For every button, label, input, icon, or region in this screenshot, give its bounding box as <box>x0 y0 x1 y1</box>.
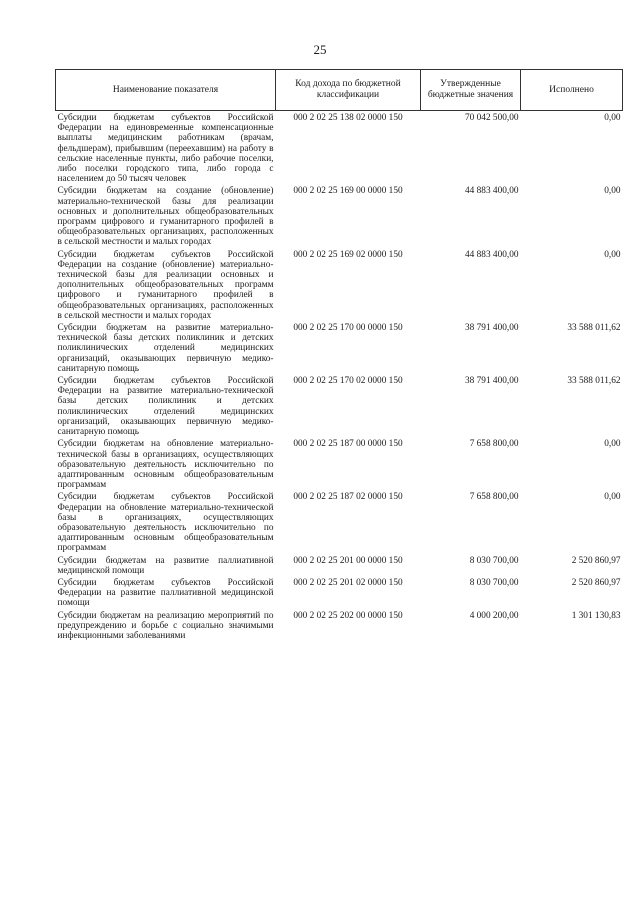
table-row <box>56 576 623 609</box>
row-name: Субсидии бюджетам субъектов Российской Федерации на развитие паллиативной медицинской помощи <box>57 577 274 609</box>
row-code: 000 2 02 25 187 00 0000 150 <box>293 439 403 450</box>
row-name: Субсидии бюджетам субъектов Российской Федерации на единовременные компенсационные выплаты медицинским работникам (врачам, фельдшерам), прибывшим (переехавшим) на работу в сельские населенные пункты, либо рабочие поселки, либо поселки городского типа, либо города с населением до 50 тысяч человек <box>57 113 274 185</box>
row-executed: 33 588 011,62 <box>567 323 621 334</box>
row-executed: 0,00 <box>604 439 621 450</box>
row-approved: 8 030 700,00 <box>469 555 519 566</box>
row-code: 000 2 02 25 169 00 0000 150 <box>293 186 403 197</box>
row-executed: 0,00 <box>604 113 621 123</box>
row-approved: 44 883 400,00 <box>465 249 519 260</box>
row-approved: 8 030 700,00 <box>469 577 519 588</box>
row-executed: 2 520 860,97 <box>571 555 621 566</box>
row-code: 000 2 02 25 201 00 0000 150 <box>293 555 403 566</box>
row-code: 000 2 02 25 202 00 0000 150 <box>293 610 403 621</box>
table-row <box>56 248 623 321</box>
row-name: Субсидии бюджетам субъектов Российской Федерации на обновление материально-технической базы в организациях, осуществляющих образовательную деятельность исключительно по адаптированным основным общеобразовательным программам <box>57 492 274 554</box>
row-executed: 0,00 <box>604 249 621 260</box>
row-name: Субсидии бюджетам субъектов Российской Федерации на развитие материально-технической базы детских поликлиник и детских поликлинических отделений медицинских организаций, оказывающих первичную медико-санитарную помощь <box>57 376 274 438</box>
header-executed: Исполнено <box>521 70 623 111</box>
row-code: 000 2 02 25 201 02 0000 150 <box>293 577 403 588</box>
row-code: 000 2 02 25 138 02 0000 150 <box>293 113 403 123</box>
table-row <box>56 490 623 553</box>
table-row <box>56 184 623 247</box>
table-row <box>56 374 623 437</box>
page-number: 25 <box>313 42 327 57</box>
header-name: Наименование показателя <box>56 70 276 111</box>
row-code: 000 2 02 25 170 02 0000 150 <box>293 376 403 387</box>
row-approved: 7 658 800,00 <box>469 492 519 503</box>
header-code: Код дохода по бюджетной классификации <box>276 70 421 111</box>
row-executed: 33 588 011,62 <box>567 376 621 387</box>
table-row <box>56 437 623 490</box>
row-name: Субсидии бюджетам на развитие паллиативной медицинской помощи <box>57 555 274 576</box>
table-row <box>56 111 623 185</box>
row-code: 000 2 02 25 169 02 0000 150 <box>293 249 403 260</box>
row-executed: 1 301 130,83 <box>571 610 621 621</box>
row-approved: 4 000 200,00 <box>469 610 519 621</box>
row-approved: 38 791 400,00 <box>465 376 519 387</box>
row-name: Субсидии бюджетам на реализацию мероприятий по предупреждению и борьбе с социально значимыми инфекционными заболеваниями <box>57 610 274 641</box>
row-code: 000 2 02 25 187 02 0000 150 <box>293 492 403 503</box>
row-approved: 38 791 400,00 <box>465 323 519 334</box>
row-approved: 7 658 800,00 <box>469 439 519 450</box>
table-row <box>56 321 623 374</box>
row-executed: 0,00 <box>604 492 621 503</box>
row-executed: 2 520 860,97 <box>571 577 621 588</box>
row-executed: 0,00 <box>604 186 621 197</box>
table-row <box>56 609 623 642</box>
table-row <box>56 554 623 576</box>
header-approved: Утвержденные бюджетные значения <box>421 70 521 111</box>
row-code: 000 2 02 25 170 00 0000 150 <box>293 323 403 334</box>
row-name: Субсидии бюджетам на создание (обновление) материально-технической базы для реализации основных и дополнительных общеобразовательных программ цифрового и гуманитарного профилей в общеобразовательных организациях, расположенных в сельской местности и малых городах <box>57 186 274 248</box>
row-name: Субсидии бюджетам на развитие материально-технической базы детских поликлиник и детских поликлинических отделений медицинских организаций, оказывающих первичную медико-санитарную помощь <box>57 323 274 374</box>
row-name: Субсидии бюджетам субъектов Российской Федерации на создание (обновление) материально-технической базы для реализации основных и дополнительных общеобразовательных программ цифрового и гуманитарного профилей в общеобразовательных организациях, расположенных в сельской местности и малых городах <box>57 249 274 321</box>
row-approved: 44 883 400,00 <box>465 186 519 197</box>
row-name: Субсидии бюджетам на обновление материально-технической базы в организациях, осуществляющих образовательную деятельность исключительно по адаптированным основным общеобразовательным программам <box>57 439 274 491</box>
row-approved: 70 042 500,00 <box>465 113 519 123</box>
table-header-row <box>56 70 623 111</box>
budget-table <box>55 69 623 641</box>
